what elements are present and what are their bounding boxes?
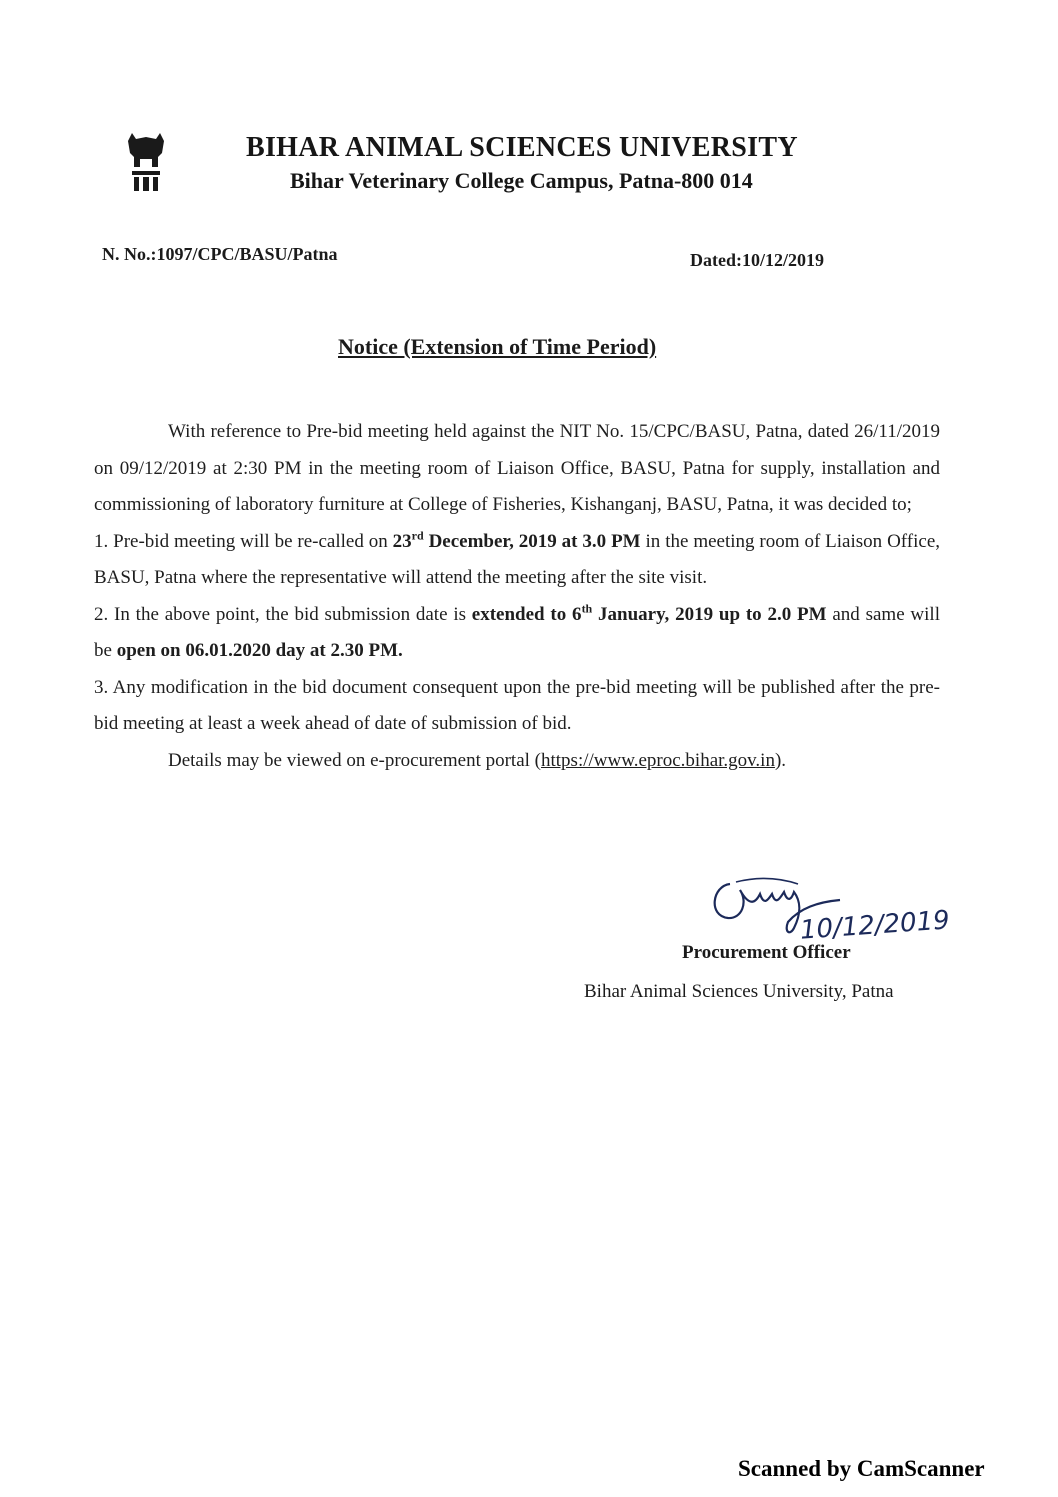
point-2-deadline: January, 2019 up to 2.0 PM	[592, 603, 827, 625]
point-3: 3. Any modification in the bid document consequent upon the pre-bid meeting will be published after the pre-bid meeting at least a week ahead of date of submission of bid.	[94, 676, 940, 734]
intro-paragraph: With reference to Pre-bid meeting held against the NIT No. 15/CPC/BASU, Patna, dated 26/11/2019 on 09/12/2019 at 2:30 PM in the meeting room of Liaison Office, BASU, Patna for supply, installation and commissioning of laboratory furniture at College of Fisheries, Kishanganj, BASU, Patna, it was decided to;	[94, 421, 940, 515]
point-2-extended: extended to 6	[471, 603, 582, 625]
details-line	[94, 743, 940, 780]
point-1-date: December, 2019 at 3.0 PM	[423, 530, 641, 552]
notice-number: N. No.:1097/CPC/BASU/Patna	[102, 244, 338, 264]
university-name: BIHAR ANIMAL SCIENCES UNIVERSITY	[246, 132, 798, 163]
point-2	[94, 597, 940, 670]
point-2-mid: and same will be	[94, 603, 940, 661]
details-tail: ).	[774, 749, 787, 771]
point-1-tail: in the meeting room of Liaison Office, BASU, Patna where the representative will attend the meeting after the site visit.	[94, 530, 940, 588]
point-1-day: 23	[392, 530, 412, 552]
eproc-portal-link[interactable]: https://www.eproc.bihar.gov.in	[541, 749, 775, 771]
signature-date: 10/12/2019	[799, 905, 950, 942]
point-2-opening: open on 06.01.2020 day at 2.30 PM.	[116, 640, 403, 661]
handwritten-signature	[690, 872, 950, 942]
notice-date: Dated:10/12/2019	[690, 250, 824, 270]
cow-emblem-icon	[122, 127, 170, 195]
point-2-lead: 2. In the above point, the bid submission date is	[94, 603, 472, 625]
scanner-watermark: Scanned by CamScanner	[738, 1456, 985, 1481]
point-2-sup: th	[581, 601, 593, 616]
point-1-sup: rd	[411, 528, 424, 543]
details-lead: Details may be viewed on e-procurement portal (	[168, 749, 541, 771]
point-1	[94, 524, 940, 597]
notice-body	[94, 414, 940, 779]
notice-title: Notice (Extension of Time Period)	[338, 334, 657, 359]
officer-organization: Bihar Animal Sciences University, Patna	[584, 981, 894, 1002]
point-1-lead: 1. Pre-bid meeting will be re-called on	[94, 530, 393, 552]
officer-title: Procurement Officer	[682, 942, 851, 963]
campus-address: Bihar Veterinary College Campus, Patna-800 014	[290, 168, 753, 193]
